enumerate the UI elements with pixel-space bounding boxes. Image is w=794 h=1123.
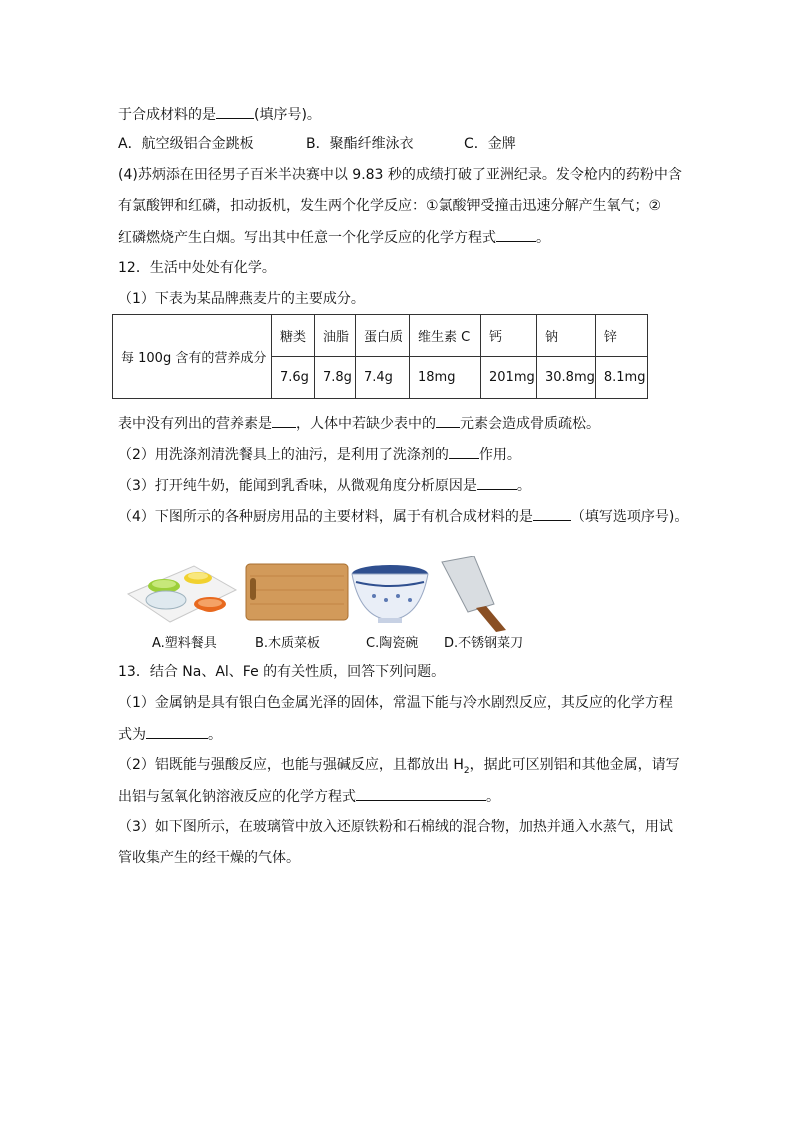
q13-text: ，据此可区别铝和其他金属，请写 [469,757,680,773]
q13-p2-line-2 [118,786,500,807]
table-cell: 201mg [481,357,537,399]
q12-text: （填写选项序号)。 [570,509,689,525]
table-cell: 7.4g [356,357,410,399]
table-cell: 7.8g [315,357,356,399]
q12-text: ，人体中若缺少表中的 [296,416,436,432]
q11-p4-line-1: (4)苏炳添在田径男子百米半决赛中以 9.83 秒的成绩打破了亚洲纪录。发令枪内的药粉中含 [118,167,682,183]
answer-blank[interactable] [146,724,208,739]
q11-options [118,134,516,154]
nutrition-table [112,314,648,399]
caption-b: B.木质菜板 [255,636,321,651]
subscript: 2 [463,765,470,776]
table-header-cell: 油脂 [315,315,356,357]
table-header-cell: 锌 [595,315,647,357]
table-header-cell: 蛋白质 [356,315,410,357]
q13-p2-line-1 [118,755,680,781]
q13-title: 13．结合 Na、Al、Fe 的有关性质，回答下列问题。 [118,664,446,680]
q12-p1: （1）下表为某品牌燕麦片的主要成分。 [118,291,365,307]
plastic-tableware-image [128,566,236,622]
answer-blank[interactable] [533,506,571,521]
q12-p2 [118,444,521,465]
table-cell: 7.6g [272,357,315,399]
answer-blank[interactable] [436,413,460,428]
option-a: A．航空级铝合金跳板 [118,136,254,152]
q12-text: 元素会造成骨质疏松。 [460,416,600,432]
table-cell: 18mg [410,357,481,399]
answer-blank[interactable] [477,475,517,490]
q13-p1-line-1: （1）金属钠是具有银白色金属光泽的固体，常温下能与冷水剧烈反应，其反应的化学方程 [118,695,673,711]
q12-text: 作用。 [478,447,521,463]
q12-text: （2）用洗涤剂清洗餐具上的油污，是利用了洗涤剂的 [118,447,449,463]
q11-text-end: (填序号)。 [254,107,321,123]
kitchen-items-figure [124,556,524,632]
option-b: B．聚酯纤维泳衣 [306,136,414,152]
q11-line-1 [118,104,321,125]
table-header-cell: 钠 [537,315,596,357]
table-header-cell: 维生素 C [410,315,481,357]
caption-c: C.陶瓷碗 [366,636,419,651]
q12-text: 表中没有列出的营养素是 [118,416,272,432]
q13-text: 出铝与氢氧化钠溶液反应的化学方程式 [118,789,356,805]
table-cell: 30.8mg [537,357,596,399]
q13-p3-line-1: （3）如下图所示，在玻璃管中放入还原铁粉和石棉绒的混合物，加热并通入水蒸气，用试 [118,819,673,835]
answer-blank[interactable] [272,413,296,428]
option-c: C．金牌 [464,136,516,152]
q13-text: 式为 [118,727,146,743]
q12-text: 。 [516,478,531,494]
q13-p3-line-2: 管收集产生的经干燥的气体。 [118,850,300,866]
q12-p3 [118,475,531,496]
table-row-header: 每 100g 含有的营养成分 [113,315,272,399]
table-cell: 8.1mg [595,357,647,399]
q11-text: 于合成材料的是 [118,107,216,123]
q13-text: （2）铝既能与强酸反应，也能与强碱反应，且都放出 H [118,757,464,773]
q11-p4-line-2: 有氯酸钾和红磷，扣动扳机，发生两个化学反应：①氯酸钾受撞击迅速分解产生氧气；② [118,198,662,214]
ceramic-bowl-image [352,565,428,623]
answer-blank[interactable] [449,444,479,459]
table-header-cell: 糖类 [272,315,315,357]
q12-title: 12．生活中处处有化学。 [118,260,276,276]
steel-knife-image [442,556,506,632]
q13-text: 。 [486,789,500,805]
answer-blank[interactable] [216,104,254,119]
q13-p1-line-2 [118,724,222,745]
caption-a: A.塑料餐具 [152,636,217,651]
q12-text: （4）下图所示的各种厨房用品的主要材料，属于有机合成材料的是 [118,509,533,525]
q11-p4-end: 。 [536,230,550,246]
q12-after-table [118,413,600,434]
q13-text: 。 [208,727,222,743]
q12-p4 [118,506,688,527]
wooden-board-image [246,564,348,620]
answer-blank[interactable] [496,227,536,242]
q12-text: （3）打开纯牛奶，能闻到乳香味，从微观角度分析原因是 [118,478,477,494]
caption-d: D.不锈钢菜刀 [444,636,524,651]
q11-p4-text: 红磷燃烧产生白烟。写出其中任意一个化学反应的化学方程式 [118,230,496,246]
q11-p4-line-3 [118,227,550,248]
table-header-cell: 钙 [481,315,537,357]
answer-blank[interactable] [356,786,486,801]
table-row [113,315,648,357]
